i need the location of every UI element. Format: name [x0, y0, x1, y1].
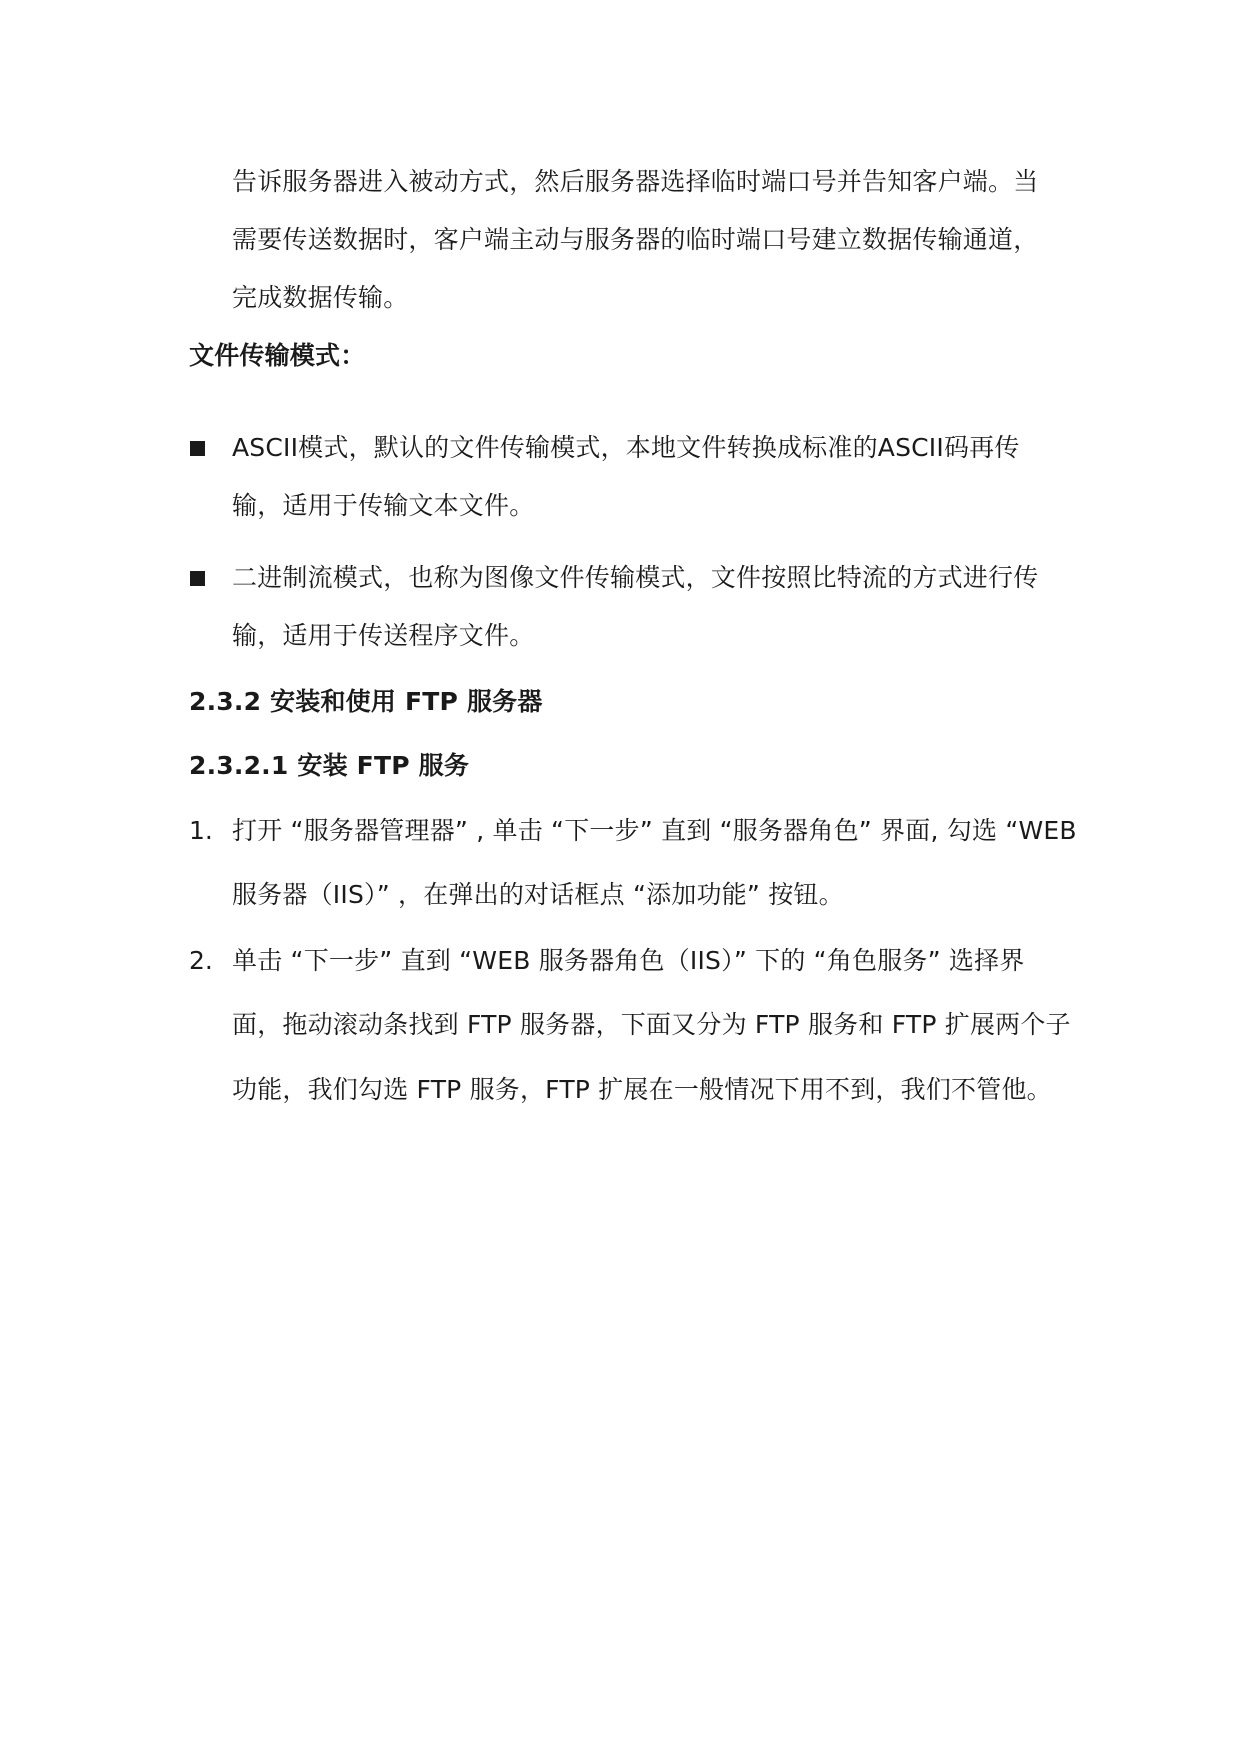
- section-heading: 2.3.2 安装和使用 FTP 服务器: [189, 687, 543, 716]
- modes-heading: 文件传输模式：: [189, 341, 366, 370]
- square-bullet-icon: [190, 441, 205, 456]
- bullet-item-line: 输，适用于传送程序文件。: [232, 621, 535, 650]
- square-bullet-icon: [190, 571, 205, 586]
- step-number: 1.: [189, 816, 213, 845]
- bullet-item-line: ASCII模式，默认的文件传输模式，本地文件转换成标准的ASCII码再传: [232, 433, 1020, 462]
- paragraph-line: 告诉服务器进入被动方式，然后服务器选择临时端口号并告知客户端。当: [232, 167, 1039, 196]
- step-line: 打开 “服务器管理器” , 单击 “下一步” 直到 “服务器角色” 界面, 勾选 “WEB: [232, 816, 1077, 845]
- paragraph-line: 需要传送数据时，客户端主动与服务器的临时端口号建立数据传输通道，: [232, 225, 1039, 254]
- paragraph-line: 完成数据传输。: [232, 283, 409, 312]
- step-line: 单击 “下一步” 直到 “WEB 服务器角色（IIS）” 下的 “角色服务” 选择界: [232, 946, 1025, 975]
- bullet-item-line: 二进制流模式，也称为图像文件传输模式，文件按照比特流的方式进行传: [232, 563, 1039, 592]
- step-number: 2.: [189, 946, 213, 975]
- step-line: 服务器（IIS）” ，在弹出的对话框点 “添加功能” 按钮。: [232, 880, 844, 909]
- bullet-item-line: 输，适用于传输文本文件。: [232, 491, 535, 520]
- step-line: 功能，我们勾选 FTP 服务，FTP 扩展在一般情况下用不到，我们不管他。: [232, 1075, 1052, 1104]
- step-line: 面，拖动滚动条找到 FTP 服务器，下面又分为 FTP 服务和 FTP 扩展两个子: [232, 1010, 1071, 1039]
- subsection-heading: 2.3.2.1 安装 FTP 服务: [189, 751, 470, 780]
